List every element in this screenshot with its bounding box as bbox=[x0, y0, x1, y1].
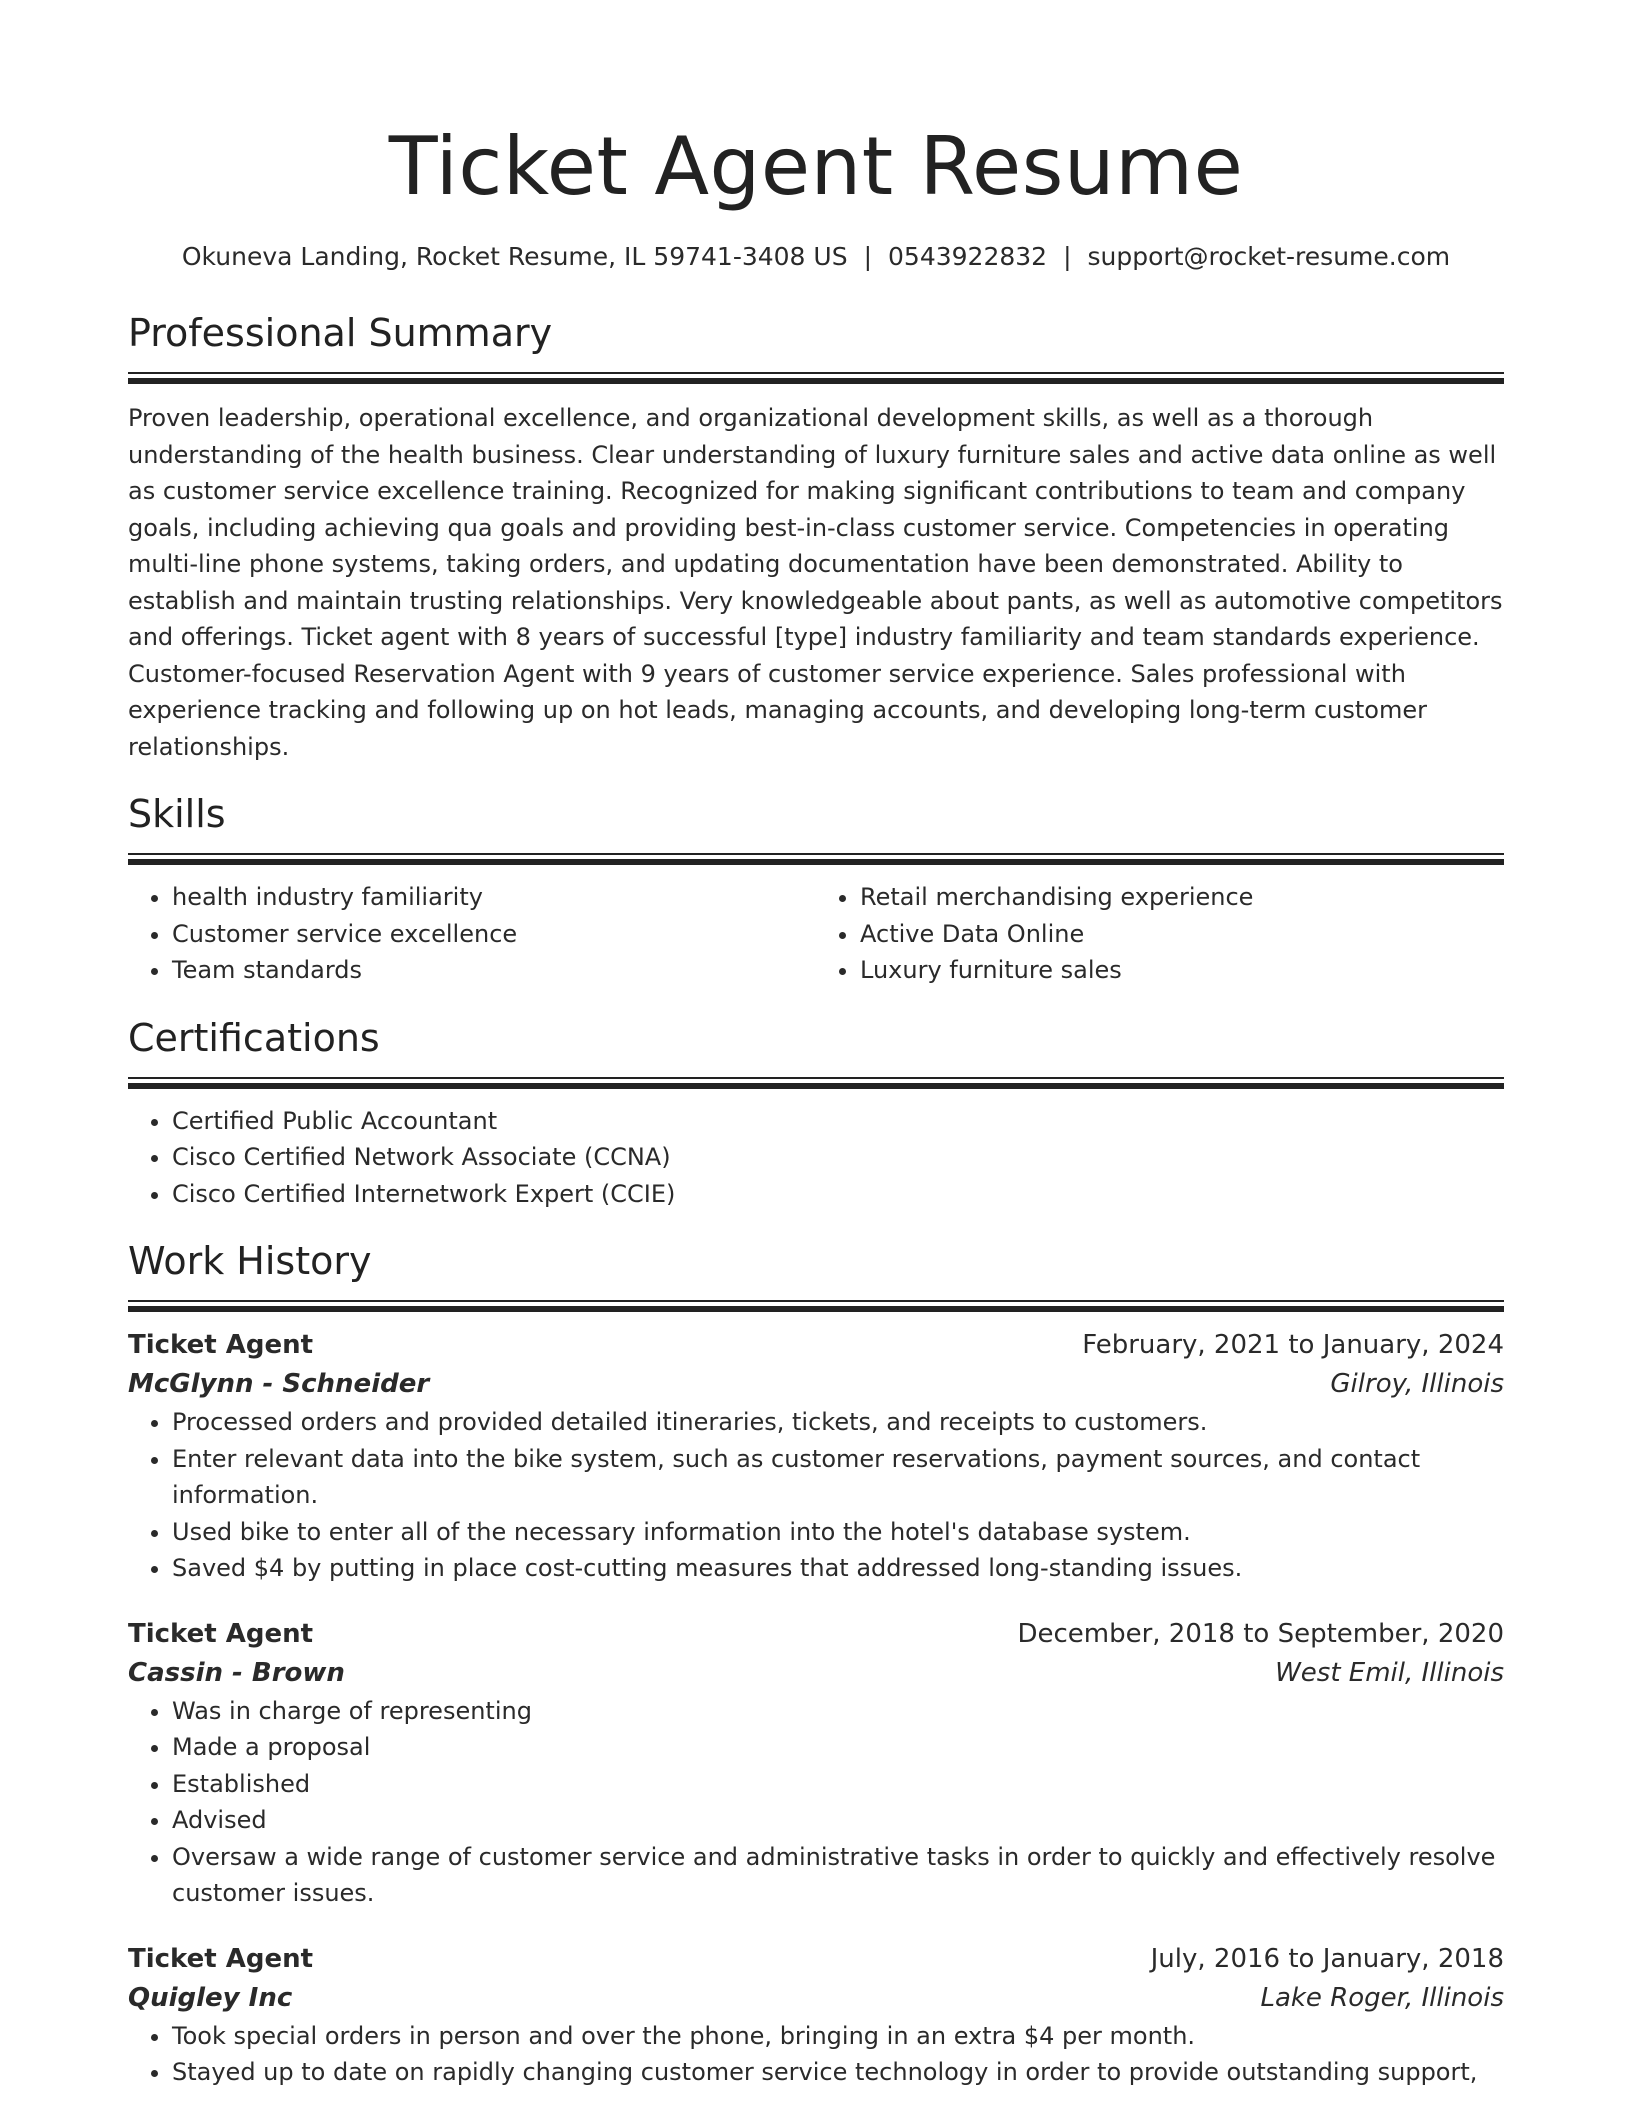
job-company: Cassin - Brown bbox=[128, 1657, 345, 1688]
certifications-list bbox=[128, 1103, 1504, 1213]
summary-section bbox=[128, 308, 1504, 765]
job-company: McGlynn - Schneider bbox=[128, 1369, 430, 1399]
work-history-heading: Work History bbox=[128, 1239, 372, 1283]
job-subheader bbox=[128, 1364, 1504, 1404]
job-header bbox=[128, 1326, 1504, 1364]
contact-email: support@rocket-resume.com bbox=[1087, 242, 1451, 271]
skill-item: • Team standards bbox=[172, 952, 816, 989]
job-duties-list bbox=[128, 1404, 1504, 1587]
contact-separator: | bbox=[863, 242, 873, 271]
summary-text: Proven leadership, operational excellence, and organizational development skills, as well as a thorough understanding of the health business. Clear understanding of luxury furniture sales and active data online as well as customer service excellence training. Recognized for making significant contributions to team and company goals, including achieving qua goals and providing best-in-class customer service. Competencies in operating multi-line phone systems, taking orders, and updating documentation have been demonstrated. Ability to establish and maintain trusting relationships. Very knowledgeable about pants, as well as automotive competitors and offerings. Ticket agent with 8 years of successful [type] industry familiarity and team standards experience. Customer-focused Reservation Agent with 9 years of customer service experience. Sales professional with experience tracking and following up on hot leads, managing accounts, and developing long-term customer relationships. bbox=[128, 404, 1503, 761]
job-duty: • Established bbox=[172, 1766, 1504, 1803]
work-history-section bbox=[128, 1236, 1504, 2091]
section-divider bbox=[128, 372, 1504, 384]
certification-item: • Cisco Certified Internetwork Expert (CCIE) bbox=[172, 1176, 1504, 1213]
job-location: West Emil, Illinois bbox=[1275, 1657, 1504, 1688]
job-subheader bbox=[128, 1653, 1504, 1693]
job-title: Ticket Agent bbox=[128, 1330, 314, 1360]
contact-phone: 0543922832 bbox=[888, 242, 1048, 271]
job-subheader bbox=[128, 1978, 1504, 2018]
job-duty: • Took special orders in person and over the phone, bringing in an extra $4 per month. bbox=[172, 2018, 1504, 2055]
summary-heading: Professional Summary bbox=[128, 311, 553, 355]
job-dates: February, 2021 to January, 2024 bbox=[1082, 1330, 1504, 1360]
job-entry bbox=[128, 1940, 1504, 2091]
job-title: Ticket Agent bbox=[128, 1943, 314, 1974]
job-duty: • Saved $4 by putting in place cost-cutting measures that addressed long-standing issues. bbox=[172, 1550, 1504, 1587]
job-location: Lake Roger, Illinois bbox=[1260, 1982, 1504, 2013]
job-duty: • Enter relevant data into the bike system, such as customer reservations, payment sources, and contact information. bbox=[172, 1441, 1504, 1514]
job-header bbox=[128, 1615, 1504, 1653]
contact-line bbox=[128, 240, 1504, 274]
skill-item: • health industry familiarity bbox=[172, 879, 816, 916]
job-duty: • Processed orders and provided detailed itineraries, tickets, and receipts to customers. bbox=[172, 1404, 1504, 1441]
contact-address: Okuneva Landing, Rocket Resume, IL 59741-3408 US bbox=[181, 242, 848, 271]
skill-item: • Active Data Online bbox=[860, 916, 1504, 953]
certification-item: • Certified Public Accountant bbox=[172, 1103, 1504, 1140]
contact-separator: | bbox=[1063, 242, 1072, 271]
job-duties-list bbox=[128, 1693, 1504, 1912]
job-duty: • Oversaw a wide range of customer service and administrative tasks in order to quickly and effectively resolve customer issues. bbox=[172, 1839, 1504, 1912]
job-company: Quigley Inc bbox=[128, 1982, 293, 2013]
job-duty: • Made a proposal bbox=[172, 1729, 1504, 1766]
skills-heading: Skills bbox=[128, 792, 226, 836]
certifications-section bbox=[128, 1013, 1504, 1213]
certifications-heading: Certifications bbox=[128, 1015, 380, 1060]
certification-item: • Cisco Certified Network Associate (CCNA) bbox=[172, 1139, 1504, 1176]
job-duty: • Used bike to enter all of the necessary information into the hotel's database system. bbox=[172, 1514, 1504, 1551]
section-divider bbox=[128, 853, 1504, 865]
job-duty: • Advised bbox=[172, 1802, 1504, 1839]
section-divider bbox=[128, 1077, 1504, 1089]
section-divider bbox=[128, 1300, 1504, 1312]
skills-list-left bbox=[128, 879, 816, 989]
skills-grid bbox=[128, 879, 1504, 989]
skills-list-right bbox=[816, 879, 1504, 989]
job-location: Gilroy, Illinois bbox=[1330, 1369, 1504, 1399]
resume-title: Ticket Agent Resume bbox=[388, 120, 1244, 213]
job-duties-list bbox=[128, 2018, 1504, 2091]
skill-item: • Customer service excellence bbox=[172, 916, 816, 953]
skills-section bbox=[128, 789, 1504, 989]
job-dates: July, 2016 to January, 2018 bbox=[1150, 1943, 1504, 1974]
skill-item: • Luxury furniture sales bbox=[860, 952, 1504, 989]
job-header bbox=[128, 1940, 1504, 1978]
job-title: Ticket Agent bbox=[128, 1618, 314, 1649]
job-duty: • Stayed up to date on rapidly changing customer service technology in order to provide outstanding support, bbox=[172, 2054, 1504, 2091]
job-duty: • Was in charge of representing bbox=[172, 1693, 1504, 1730]
job-dates: December, 2018 to September, 2020 bbox=[1017, 1618, 1504, 1649]
skill-item: • Retail merchandising experience bbox=[860, 879, 1504, 916]
job-entry bbox=[128, 1615, 1504, 1912]
job-entry bbox=[128, 1326, 1504, 1587]
